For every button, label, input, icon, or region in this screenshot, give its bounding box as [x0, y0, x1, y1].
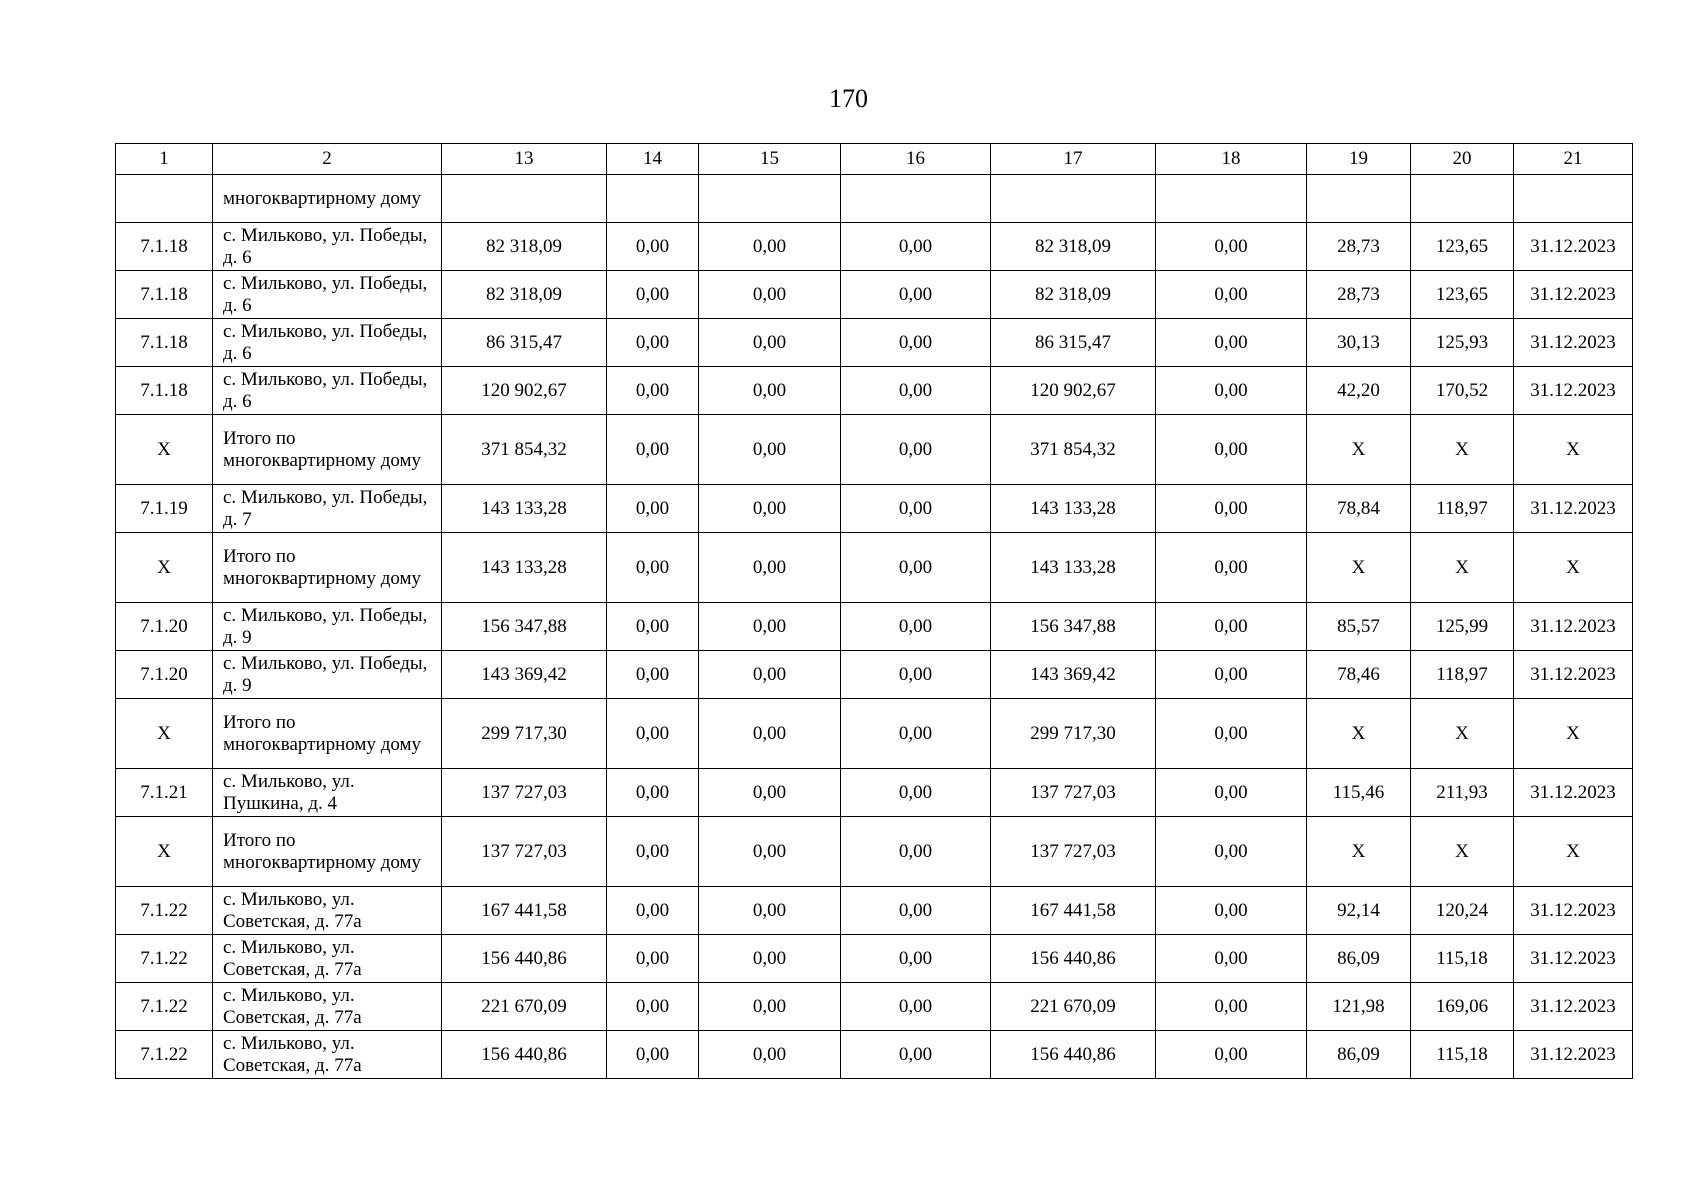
table-cell: 0,00 [841, 367, 991, 415]
table-cell: 0,00 [699, 415, 841, 485]
table-cell: 28,73 [1307, 223, 1411, 271]
table-cell: 31.12.2023 [1514, 769, 1633, 817]
table-cell: 211,93 [1411, 769, 1514, 817]
table-cell: 0,00 [607, 651, 699, 699]
column-header-13: 13 [442, 144, 607, 175]
table-cell: 0,00 [607, 415, 699, 485]
table-cell: X [1514, 533, 1633, 603]
table-cell: 0,00 [607, 319, 699, 367]
table-cell: 143 133,28 [442, 533, 607, 603]
table-cell: 31.12.2023 [1514, 485, 1633, 533]
table-cell: X [1307, 533, 1411, 603]
table-cell [607, 175, 699, 223]
column-header-19: 19 [1307, 144, 1411, 175]
table-cell: 0,00 [1156, 983, 1307, 1031]
table-cell: 7.1.18 [116, 271, 213, 319]
table-cell: 7.1.21 [116, 769, 213, 817]
table-cell: 86,09 [1307, 1031, 1411, 1079]
table-cell: 0,00 [1156, 817, 1307, 887]
table-cell: X [116, 817, 213, 887]
table-cell: 0,00 [1156, 887, 1307, 935]
table-cell: 143 133,28 [991, 533, 1156, 603]
table-cell: X [1411, 533, 1514, 603]
table-cell: 0,00 [841, 485, 991, 533]
table-cell: 137 727,03 [442, 817, 607, 887]
table-cell: 7.1.19 [116, 485, 213, 533]
table-cell: 7.1.22 [116, 983, 213, 1031]
table-cell: 31.12.2023 [1514, 935, 1633, 983]
table-cell: 82 318,09 [442, 271, 607, 319]
table-cell: 86 315,47 [991, 319, 1156, 367]
table-cell: 0,00 [841, 699, 991, 769]
data-table [115, 143, 1633, 1079]
table-row [116, 1031, 1633, 1079]
table-cell: X [116, 415, 213, 485]
table-cell: 118,97 [1411, 485, 1514, 533]
table-cell: 143 369,42 [991, 651, 1156, 699]
table-cell: X [1307, 699, 1411, 769]
table-cell: 0,00 [699, 367, 841, 415]
table-row [116, 817, 1633, 887]
table-cell: 0,00 [699, 699, 841, 769]
table-cell: 0,00 [607, 769, 699, 817]
table-cell: 0,00 [1156, 415, 1307, 485]
table-cell: 0,00 [841, 271, 991, 319]
table-row [116, 223, 1633, 271]
table-row [116, 533, 1633, 603]
table-row [116, 887, 1633, 935]
table-cell: 156 440,86 [991, 1031, 1156, 1079]
table-cell: 169,06 [1411, 983, 1514, 1031]
table-cell: X [1514, 817, 1633, 887]
table-cell: 156 347,88 [442, 603, 607, 651]
table-cell: 0,00 [607, 367, 699, 415]
table-cell: 167 441,58 [442, 887, 607, 935]
table-cell: 86,09 [1307, 935, 1411, 983]
table-cell: 125,93 [1411, 319, 1514, 367]
cell-address: Итого по многоквартирному дому [213, 533, 442, 603]
table-cell: 0,00 [607, 223, 699, 271]
table-cell: 30,13 [1307, 319, 1411, 367]
table-cell: 0,00 [841, 223, 991, 271]
table-cell: 31.12.2023 [1514, 271, 1633, 319]
table-row [116, 319, 1633, 367]
table-cell: 0,00 [1156, 769, 1307, 817]
table-cell: 7.1.22 [116, 1031, 213, 1079]
table-cell: 0,00 [699, 223, 841, 271]
table-cell: 137 727,03 [991, 817, 1156, 887]
table-cell: 143 133,28 [991, 485, 1156, 533]
table-cell: 167 441,58 [991, 887, 1156, 935]
table-cell: 0,00 [841, 1031, 991, 1079]
column-header-15: 15 [699, 144, 841, 175]
cell-address: Итого по многоквартирному дому [213, 817, 442, 887]
table-cell: 125,99 [1411, 603, 1514, 651]
table-cell: 221 670,09 [991, 983, 1156, 1031]
table-cell: 0,00 [699, 817, 841, 887]
table-cell: 137 727,03 [991, 769, 1156, 817]
table-cell: 221 670,09 [442, 983, 607, 1031]
table-cell: 0,00 [841, 887, 991, 935]
table-cell: X [1514, 415, 1633, 485]
table-cell: 0,00 [1156, 271, 1307, 319]
table-cell: 371 854,32 [442, 415, 607, 485]
table-row [116, 699, 1633, 769]
table-row [116, 175, 1633, 223]
table-cell: 0,00 [1156, 223, 1307, 271]
column-header-17: 17 [991, 144, 1156, 175]
page-number: 170 [829, 84, 868, 113]
table-row [116, 935, 1633, 983]
table-cell: 115,18 [1411, 935, 1514, 983]
table-cell: 0,00 [699, 935, 841, 983]
table-cell: 0,00 [841, 769, 991, 817]
table-cell: 0,00 [699, 485, 841, 533]
table-row [116, 367, 1633, 415]
table-cell: 156 440,86 [442, 1031, 607, 1079]
table-cell: 0,00 [699, 533, 841, 603]
column-header-16: 16 [841, 144, 991, 175]
table-cell: 86 315,47 [442, 319, 607, 367]
table-row [116, 415, 1633, 485]
table-cell [699, 175, 841, 223]
table-cell: 0,00 [699, 887, 841, 935]
table-cell: X [1411, 817, 1514, 887]
table-row [116, 485, 1633, 533]
table-cell: X [1514, 699, 1633, 769]
table-cell [841, 175, 991, 223]
table-cell: 42,20 [1307, 367, 1411, 415]
table-cell: 0,00 [607, 533, 699, 603]
cell-address: с. Мильково, ул. Победы, д. 7 [213, 485, 442, 533]
table-cell: 0,00 [1156, 651, 1307, 699]
table-cell: 31.12.2023 [1514, 651, 1633, 699]
table-cell: 0,00 [607, 935, 699, 983]
table-cell: 143 133,28 [442, 485, 607, 533]
table-cell [1411, 175, 1514, 223]
table-cell: 82 318,09 [991, 271, 1156, 319]
column-header-14: 14 [607, 144, 699, 175]
table-cell: 0,00 [1156, 485, 1307, 533]
table-cell: 0,00 [607, 699, 699, 769]
column-header-20: 20 [1411, 144, 1514, 175]
cell-address: Итого по многоквартирному дому [213, 415, 442, 485]
table-cell [991, 175, 1156, 223]
table-cell: 156 440,86 [991, 935, 1156, 983]
table-cell: 7.1.20 [116, 651, 213, 699]
table-cell: 371 854,32 [991, 415, 1156, 485]
table-cell [442, 175, 607, 223]
table-cell: 0,00 [607, 1031, 699, 1079]
table-cell: 0,00 [699, 1031, 841, 1079]
column-header-18: 18 [1156, 144, 1307, 175]
table-cell: 0,00 [699, 319, 841, 367]
table-cell: 0,00 [841, 603, 991, 651]
table-cell: X [1411, 699, 1514, 769]
table-cell: 0,00 [841, 935, 991, 983]
table-cell: 7.1.22 [116, 887, 213, 935]
table-cell: X [1307, 817, 1411, 887]
column-header-2: 2 [213, 144, 442, 175]
table-cell: 31.12.2023 [1514, 887, 1633, 935]
table-cell: 78,46 [1307, 651, 1411, 699]
table-row [116, 271, 1633, 319]
cell-address: с. Мильково, ул. Пушкина, д. 4 [213, 769, 442, 817]
table-header-row [116, 144, 1633, 175]
table-cell: 120 902,67 [991, 367, 1156, 415]
table-cell: 85,57 [1307, 603, 1411, 651]
table-cell: 0,00 [699, 983, 841, 1031]
table-cell: 7.1.22 [116, 935, 213, 983]
table-cell: 118,97 [1411, 651, 1514, 699]
table-cell: 0,00 [841, 651, 991, 699]
table-cell: 0,00 [1156, 699, 1307, 769]
cell-address: с. Мильково, ул. Советская, д. 77а [213, 935, 442, 983]
table-cell: 0,00 [607, 887, 699, 935]
cell-address: с. Мильково, ул. Победы, д. 9 [213, 651, 442, 699]
table-cell [1156, 175, 1307, 223]
table-cell: 0,00 [841, 983, 991, 1031]
table-cell: 137 727,03 [442, 769, 607, 817]
cell-address: многоквартирному дому [213, 175, 442, 223]
table-cell: 121,98 [1307, 983, 1411, 1031]
table-cell: 0,00 [1156, 603, 1307, 651]
table-cell: 82 318,09 [991, 223, 1156, 271]
cell-address: с. Мильково, ул. Советская, д. 77а [213, 887, 442, 935]
table-cell: X [1307, 415, 1411, 485]
table-cell: 0,00 [699, 769, 841, 817]
table-cell: 170,52 [1411, 367, 1514, 415]
table-cell: 0,00 [699, 271, 841, 319]
table-cell: 31.12.2023 [1514, 1031, 1633, 1079]
cell-address: с. Мильково, ул. Советская, д. 77а [213, 1031, 442, 1079]
table-cell: 31.12.2023 [1514, 367, 1633, 415]
table-cell: 0,00 [607, 603, 699, 651]
table-cell: X [1411, 415, 1514, 485]
table-row [116, 603, 1633, 651]
table-cell: 299 717,30 [442, 699, 607, 769]
table-cell: 7.1.18 [116, 367, 213, 415]
table-cell: 0,00 [841, 533, 991, 603]
table-cell: 7.1.18 [116, 223, 213, 271]
table-cell: 0,00 [841, 817, 991, 887]
table-body [116, 175, 1633, 1079]
table-cell: 31.12.2023 [1514, 603, 1633, 651]
table-cell: X [116, 533, 213, 603]
table-cell [1307, 175, 1411, 223]
table-cell: 115,46 [1307, 769, 1411, 817]
table-cell: 28,73 [1307, 271, 1411, 319]
table-cell: 0,00 [1156, 319, 1307, 367]
column-header-21: 21 [1514, 144, 1633, 175]
table-row [116, 983, 1633, 1031]
cell-address: с. Мильково, ул. Победы, д. 6 [213, 271, 442, 319]
table-cell: 0,00 [607, 817, 699, 887]
table-cell: 92,14 [1307, 887, 1411, 935]
column-header-1: 1 [116, 144, 213, 175]
table-cell: 78,84 [1307, 485, 1411, 533]
table-cell: 7.1.20 [116, 603, 213, 651]
table-cell: 0,00 [699, 651, 841, 699]
cell-address: с. Мильково, ул. Победы, д. 6 [213, 319, 442, 367]
table-cell: 31.12.2023 [1514, 983, 1633, 1031]
table-cell: 0,00 [1156, 1031, 1307, 1079]
table-cell: 0,00 [607, 271, 699, 319]
table-cell: 120,24 [1411, 887, 1514, 935]
table-cell: 0,00 [699, 603, 841, 651]
table-cell [1514, 175, 1633, 223]
cell-address: с. Мильково, ул. Советская, д. 77а [213, 983, 442, 1031]
cell-address: Итого по многоквартирному дому [213, 699, 442, 769]
cell-address: с. Мильково, ул. Победы, д. 6 [213, 223, 442, 271]
table-cell: 7.1.18 [116, 319, 213, 367]
table-row [116, 769, 1633, 817]
table-cell: 120 902,67 [442, 367, 607, 415]
table-cell: 0,00 [607, 983, 699, 1031]
table-cell: 0,00 [607, 485, 699, 533]
table-cell: 31.12.2023 [1514, 223, 1633, 271]
table-cell: 0,00 [1156, 533, 1307, 603]
table-cell: 143 369,42 [442, 651, 607, 699]
cell-address: с. Мильково, ул. Победы, д. 6 [213, 367, 442, 415]
table-cell: 0,00 [1156, 367, 1307, 415]
table-cell: 31.12.2023 [1514, 319, 1633, 367]
cell-address: с. Мильково, ул. Победы, д. 9 [213, 603, 442, 651]
table-cell: 0,00 [1156, 935, 1307, 983]
table-row [116, 651, 1633, 699]
table-cell: X [116, 699, 213, 769]
table-cell: 123,65 [1411, 271, 1514, 319]
table-cell: 156 440,86 [442, 935, 607, 983]
table-cell [116, 175, 213, 223]
table-cell: 0,00 [841, 319, 991, 367]
table-cell: 299 717,30 [991, 699, 1156, 769]
table-cell: 156 347,88 [991, 603, 1156, 651]
table-cell: 115,18 [1411, 1031, 1514, 1079]
table-cell: 82 318,09 [442, 223, 607, 271]
table-cell: 123,65 [1411, 223, 1514, 271]
table-cell: 0,00 [841, 415, 991, 485]
